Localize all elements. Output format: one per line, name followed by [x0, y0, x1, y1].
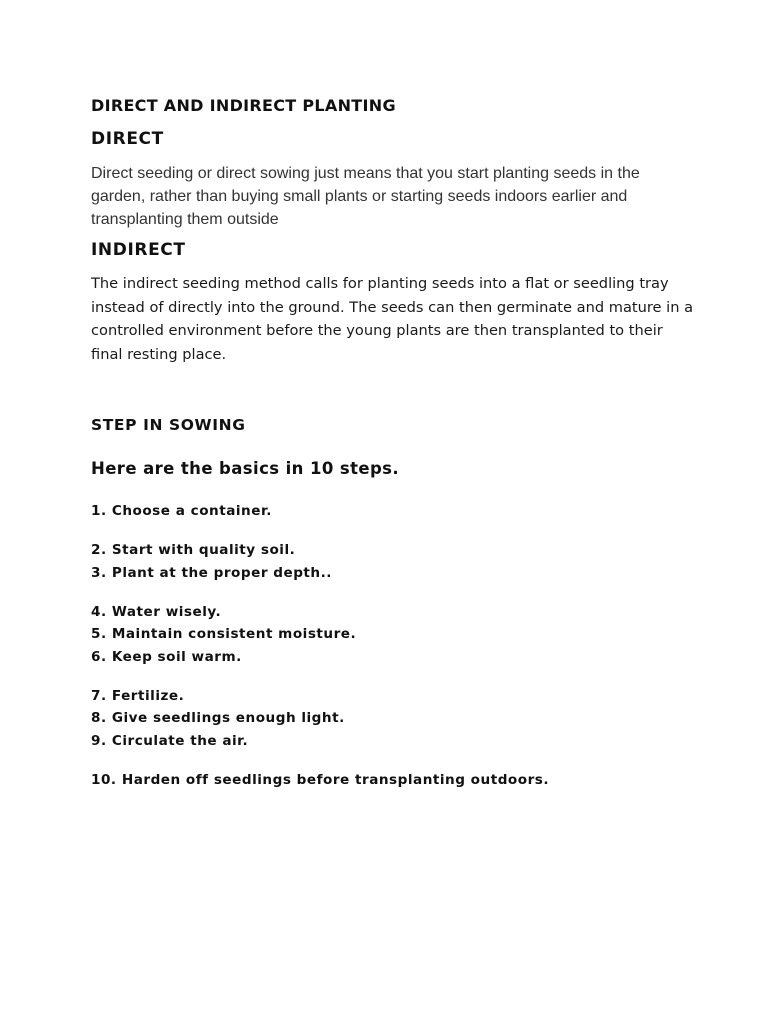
step-item: 5. Maintain consistent moisture.: [91, 626, 357, 642]
step-item: 6. Keep soil warm.: [91, 649, 242, 665]
step-item: 8. Give seedlings enough light.: [91, 710, 345, 726]
indirect-paragraph: [91, 272, 694, 366]
document-title: DIRECT AND INDIRECT PLANTING: [91, 96, 396, 115]
step-item: 3. Plant at the proper depth..: [91, 565, 332, 581]
step-item: 9. Circulate the air.: [91, 733, 249, 749]
indirect-paragraph-line: final resting place.: [91, 345, 227, 363]
direct-heading: DIRECT: [91, 129, 164, 149]
indirect-heading: INDIRECT: [91, 240, 186, 260]
sowing-intro: Here are the basics in 10 steps.: [91, 459, 400, 478]
direct-paragraph: [91, 162, 691, 231]
direct-paragraph-line: garden, rather than buying small plants or starting seeds indoors earlier and: [91, 188, 628, 205]
indirect-paragraph-line: instead of directly into the ground. The seeds can then germinate and mature in a: [91, 298, 694, 316]
step-item: 7. Fertilize.: [91, 688, 185, 704]
step-item: 2. Start with quality soil.: [91, 542, 296, 558]
direct-paragraph-line: transplanting them outside: [91, 211, 279, 228]
step-item: 1. Choose a container.: [91, 503, 272, 519]
step-item: 10. Harden off seedlings before transplanting outdoors.: [91, 772, 550, 788]
direct-paragraph-line: Direct seeding or direct sowing just means that you start planting seeds in the: [91, 165, 640, 182]
indirect-paragraph-line: The indirect seeding method calls for planting seeds into a flat or seedling tray: [91, 275, 669, 292]
sowing-heading: STEP IN SOWING: [91, 416, 246, 434]
step-item: 4. Water wisely.: [91, 604, 222, 620]
indirect-paragraph-line: controlled environment before the young plants are then transplanted to their: [91, 322, 663, 339]
